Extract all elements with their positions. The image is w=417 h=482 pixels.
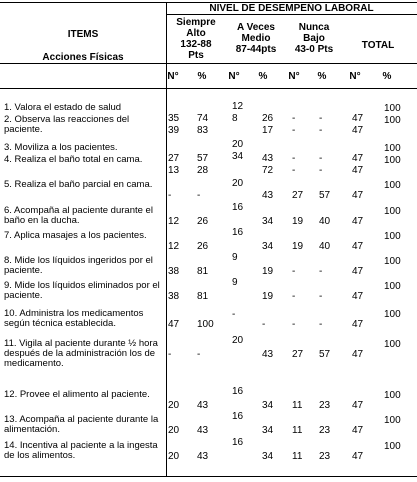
- item-label: 7. Aplica masajes a los pacientes.: [4, 230, 147, 241]
- cell-a-n: 16: [232, 386, 244, 397]
- cell-t-p: 100: [384, 206, 401, 217]
- cell-s-n: 47: [168, 319, 180, 330]
- item-label: 6. Acompaña al paciente durante el baño en la ducha.: [4, 205, 153, 226]
- table-bottom-border: [0, 476, 417, 477]
- cell-n-n: 11: [292, 400, 303, 411]
- item-label: 13. Acompaña al paciente durante la alimentación.: [4, 414, 159, 435]
- cell-a-p: 17: [262, 125, 274, 136]
- cell-t-n: 47: [352, 451, 364, 462]
- cell-s-p: 57: [197, 153, 209, 164]
- cell-t-p: 100: [384, 415, 401, 426]
- item-label: 5. Realiza el baño parcial en cama.: [4, 179, 153, 190]
- cell-n-n: -: [292, 165, 296, 176]
- item-label: 1. Valora el estado de salud: [4, 102, 122, 113]
- subheader-cell: N°: [288, 71, 300, 82]
- cell-s-p: 43: [197, 451, 209, 462]
- cell-n-p: 40: [319, 241, 331, 252]
- section-header: Acciones Físicas: [42, 52, 124, 63]
- cell-n-n: -: [292, 266, 296, 277]
- cell-a-p: 43: [262, 190, 274, 201]
- cell-t-p: 100: [384, 339, 401, 350]
- cell-s-n: -: [168, 190, 172, 201]
- cell-n-p: -: [319, 153, 323, 164]
- cell-n-n: 19: [292, 241, 304, 252]
- cell-n-n: -: [292, 113, 296, 124]
- cell-t-n: 47: [352, 319, 364, 330]
- cell-n-n: 19: [292, 216, 304, 227]
- cell-s-p: -: [197, 190, 201, 201]
- cell-t-n: 47: [352, 113, 364, 124]
- cell-t-p: 100: [384, 309, 401, 320]
- cell-a-p: 19: [262, 266, 274, 277]
- subheader-cell: %: [197, 71, 207, 82]
- cell-s-p: 26: [197, 241, 209, 252]
- cell-s-p: 43: [197, 425, 209, 436]
- cell-n-p: -: [319, 266, 323, 277]
- items-header: ITEMS: [67, 29, 99, 40]
- cell-n-p: -: [319, 113, 323, 124]
- cell-s-n: -: [168, 349, 172, 360]
- cell-a-n: 16: [232, 227, 244, 238]
- cell-n-p: 23: [319, 425, 331, 436]
- cell-a-n: 16: [232, 411, 244, 422]
- cell-s-n: 27: [168, 153, 180, 164]
- cell-a-n: 34: [232, 151, 244, 162]
- cell-s-n: 39: [168, 125, 180, 136]
- cell-n-n: -: [292, 319, 296, 330]
- subheader-divider: [0, 88, 417, 89]
- cell-t-p: 100: [384, 390, 401, 401]
- cell-t-n: 47: [352, 291, 364, 302]
- cell-t-n: 47: [352, 266, 364, 277]
- subheader-cell: %: [258, 71, 268, 82]
- cell-a-n: 16: [232, 202, 244, 213]
- cell-n-p: 57: [319, 349, 331, 360]
- cell-s-p: 26: [197, 216, 209, 227]
- cell-s-n: 12: [168, 216, 180, 227]
- cell-t-p: 100: [384, 103, 401, 114]
- cell-a-n: 20: [232, 178, 244, 189]
- cell-t-p: 100: [384, 155, 401, 166]
- cell-s-p: 100: [197, 319, 214, 330]
- cell-n-p: -: [319, 165, 323, 176]
- cell-a-p: 26: [262, 113, 274, 124]
- cell-n-p: 57: [319, 190, 331, 201]
- cell-t-p: 100: [384, 231, 401, 242]
- cell-t-p: 100: [384, 115, 401, 126]
- item-label: 4. Realiza el baño total en cama.: [4, 154, 143, 165]
- cell-n-n: 27: [292, 349, 304, 360]
- subheader-cell: %: [317, 71, 327, 82]
- cell-a-p: 43: [262, 349, 274, 360]
- cell-s-n: 12: [168, 241, 180, 252]
- cell-s-n: 38: [168, 291, 180, 302]
- cell-n-n: -: [292, 125, 296, 136]
- cell-a-n: 12: [232, 101, 244, 112]
- cell-s-p: 43: [197, 400, 209, 411]
- cell-t-n: 47: [352, 125, 364, 136]
- group-header-a-veces: A Veces Medio 87-44pts: [235, 22, 277, 55]
- title-underline: [166, 14, 417, 15]
- cell-a-p: 34: [262, 425, 274, 436]
- cell-t-p: 100: [384, 441, 401, 452]
- cell-n-p: 23: [319, 451, 331, 462]
- table-title: NIVEL DE DESEMPEÑO LABORAL: [209, 3, 374, 14]
- cell-t-n: 47: [352, 153, 364, 164]
- cell-s-n: 20: [168, 425, 180, 436]
- cell-s-p: 28: [197, 165, 209, 176]
- cell-t-p: 100: [384, 256, 401, 267]
- subheader-cell: N°: [349, 71, 361, 82]
- cell-s-n: 35: [168, 113, 180, 124]
- item-label: 11. Vigila al paciente durante ½ hora después de la administración los de medicamento.: [4, 338, 158, 369]
- cell-a-p: 43: [262, 153, 274, 164]
- group-header-nunca: Nunca Bajo 43-0 Pts: [294, 22, 334, 55]
- cell-n-p: -: [319, 125, 323, 136]
- cell-t-n: 47: [352, 349, 364, 360]
- group-header-siempre: Siempre Alto 132-88 Pts: [176, 17, 216, 61]
- cell-t-n: 47: [352, 241, 364, 252]
- cell-a-n: 9: [232, 277, 238, 288]
- cell-n-p: 23: [319, 400, 331, 411]
- item-label: 9. Mide los líquidos eliminados por el paciente.: [4, 280, 160, 301]
- cell-a-n: 16: [232, 437, 244, 448]
- cell-a-p: 19: [262, 291, 274, 302]
- cell-t-p: 100: [384, 281, 401, 292]
- item-label: 10. Administra los medicamentos según técnica establecida.: [4, 308, 144, 329]
- cell-t-n: 47: [352, 425, 364, 436]
- cell-s-n: 20: [168, 451, 180, 462]
- cell-t-p: 100: [384, 143, 401, 154]
- cell-a-p: 34: [262, 451, 274, 462]
- cell-n-p: -: [319, 319, 323, 330]
- cell-a-p: 72: [262, 165, 274, 176]
- cell-n-p: -: [319, 291, 323, 302]
- cell-n-n: 11: [292, 451, 303, 462]
- item-label: 3. Moviliza a los pacientes.: [4, 142, 118, 153]
- cell-a-n: 20: [232, 139, 244, 150]
- item-label: 12. Provee el alimento al paciente.: [4, 389, 150, 400]
- item-label: 2. Observa las reacciones del paciente.: [4, 114, 130, 135]
- cell-t-n: 47: [352, 190, 364, 201]
- cell-n-n: 27: [292, 190, 304, 201]
- cell-n-n: -: [292, 153, 296, 164]
- cell-a-n: -: [232, 309, 236, 320]
- cell-s-p: 81: [197, 291, 209, 302]
- cell-n-n: -: [292, 291, 296, 302]
- subheader-cell: N°: [167, 71, 179, 82]
- subheader-cell: %: [382, 71, 392, 82]
- cell-s-n: 13: [168, 165, 180, 176]
- cell-a-p: 34: [262, 241, 274, 252]
- cell-a-p: 34: [262, 400, 274, 411]
- cell-n-p: 40: [319, 216, 331, 227]
- cell-s-p: 74: [197, 113, 209, 124]
- group-header-total: TOTAL: [361, 40, 395, 51]
- cell-s-n: 20: [168, 400, 180, 411]
- cell-t-n: 47: [352, 216, 364, 227]
- cell-a-n: 8: [232, 113, 238, 124]
- cell-t-n: 47: [352, 400, 364, 411]
- cell-a-p: 34: [262, 216, 274, 227]
- cell-n-n: 11: [292, 425, 303, 436]
- cell-a-p: -: [262, 319, 266, 330]
- item-label: 8. Mide los líquidos ingeridos por el paciente.: [4, 255, 153, 276]
- cell-a-n: 9: [232, 252, 238, 263]
- cell-s-p: 81: [197, 266, 209, 277]
- cell-t-p: 100: [384, 180, 401, 191]
- cell-t-n: 47: [352, 165, 364, 176]
- cell-s-p: -: [197, 349, 201, 360]
- cell-s-p: 83: [197, 125, 209, 136]
- header-divider: [0, 63, 417, 64]
- item-label: 14. Incentiva al paciente a la ingesta de los alimentos.: [4, 440, 158, 461]
- cell-a-n: 20: [232, 335, 244, 346]
- subheader-cell: N°: [228, 71, 240, 82]
- cell-s-n: 38: [168, 266, 180, 277]
